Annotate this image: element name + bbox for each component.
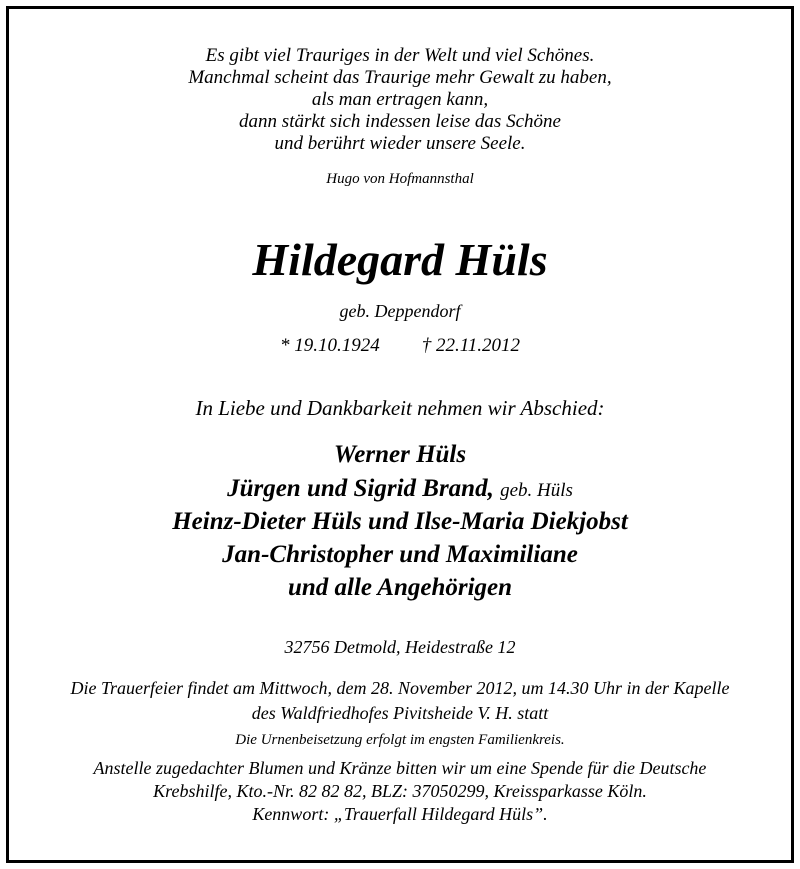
poem-author: Hugo von Hofmannsthal [326,171,474,187]
family-line: Werner Hüls [333,441,467,468]
family-line: und alle Angehörigen [287,574,513,601]
birth-date: * 19.10.1924 [279,335,380,356]
poem-line: Manchmal scheint das Traurige mehr Gewalt zu haben, [188,67,612,88]
family-suffix: geb. Hüls [500,480,573,501]
poem-line: dann stärkt sich indessen leise das Schöne [239,111,561,132]
family-line: Jan-Christopher und Maximiliane [222,541,578,568]
family-line [0,474,800,506]
info-line: Krebshilfe, Kto.-Nr. 82 82 82, BLZ: 37050299, Kreissparkasse Köln. [153,781,647,801]
poem-line: als man ertragen kann, [311,89,489,110]
family-name: Jürgen und Sigrid Brand, [227,475,494,502]
poem-line: Es gibt viel Trauriges in der Welt und viel Schönes. [205,45,595,66]
info-line: Kennwort: „Trauerfall Hildegard Hüls”. [252,804,548,824]
address: 32756 Detmold, Heidestraße 12 [284,637,516,657]
info-line: Die Trauerfeier findet am Mittwoch, dem 28. November 2012, um 14.30 Uhr in der Kapelle [70,678,730,698]
family-line: Heinz-Dieter Hüls und Ilse-Maria Diekjobst [172,508,628,535]
farewell-text: In Liebe und Dankbarkeit nehmen wir Abschied: [195,396,605,420]
deceased-name: Hildegard Hüls [252,234,548,285]
info-line: Anstelle zugedachter Blumen und Kränze bitten wir um eine Spende für die Deutsche [93,758,707,778]
life-dates [0,335,800,357]
info-line: Die Urnenbeisetzung erfolgt im engsten Familienkreis. [235,732,565,748]
death-date: † 22.11.2012 [421,335,521,356]
poem-line: und berührt wieder unsere Seele. [274,133,526,154]
maiden-name: geb. Deppendorf [339,301,461,321]
info-line: des Waldfriedhofes Pivitsheide V. H. statt [251,703,549,723]
